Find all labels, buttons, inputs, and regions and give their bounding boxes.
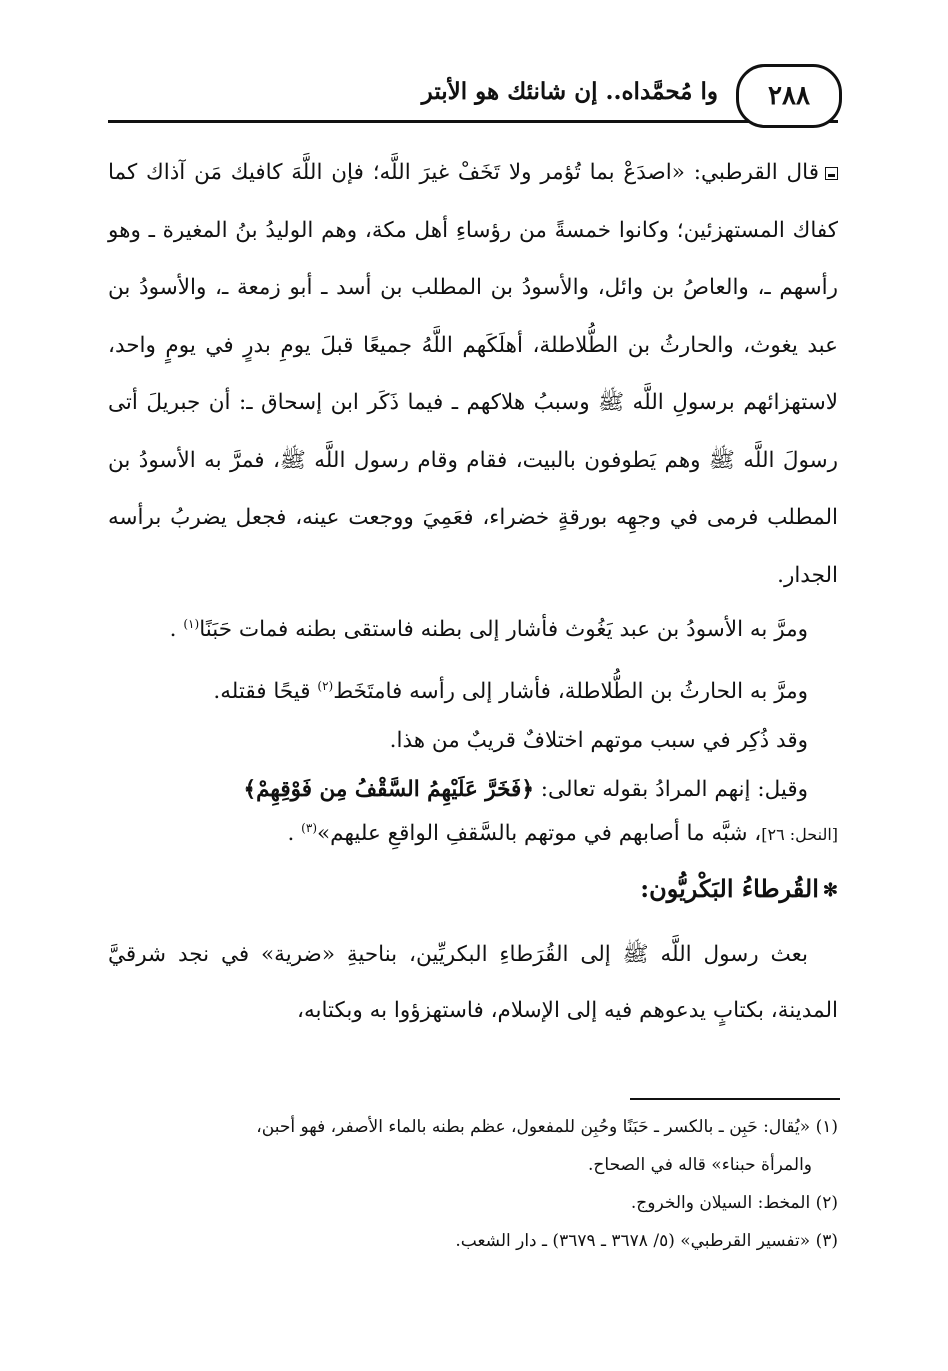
- paragraph-verse: [108, 768, 838, 857]
- footnote-number: (٢): [815, 1193, 838, 1213]
- paragraph-text: قال القرطبي: «اصدَعْ بما تُؤمر ولا تَخَفْ غيرَ اللَّه؛ فإن اللَّهَ كافيك مَن آذاك كما كفاك المستهزئين؛ وكانوا خمسةً من رؤساءِ أهل مكة، وهم الوليدُ بنُ المغيرة ـ وهو رأسهم ـ، والعاصُ بن وائل، والأسودُ بن المطلب بن أسد ـ أبو زمعة ـ، والأسودُ بن عبد يغوث، والحارثُ بن الطُّلاطلة، أهلَكَهم اللَّهُ جميعًا قبلَ يومِ بدرٍ في يومٍ واحد، لاستهزائهم برسولِ اللَّه ﷺ وسببُ هلاكهم ـ فيما ذَكَر ابن إسحاق ـ: أن جبريلَ أتى رسولَ اللَّه ﷺ وهم يَطوفون بالبيت، فقام وقام رسول اللَّه ﷺ، فمرَّ به الأسودُ بن المطلب فرمى في وجهِه بورقةٍ خضراء، فعَمِيَ ووجعت عينه، فجعل يضربُ برأسه الجدار.: [108, 160, 838, 588]
- paragraph-harith: [108, 666, 838, 718]
- footnote-number: (١): [815, 1117, 838, 1137]
- verse-line: [108, 768, 838, 812]
- paragraph-text: وقيل: إنهم المرادُ بقوله تعالى:: [540, 777, 808, 802]
- paragraph-aswad-abd-yaghuth: [108, 606, 838, 654]
- running-title: وا مُحمَّداه.. إن شانئك هو الأبتر: [421, 78, 718, 105]
- footnote-text: «يُقال: حَبِن ـ بالكسر ـ حَبَنًا وحُبِن للمفعول، عظم بطنه بالماء الأصفر، فهو أحبن،: [256, 1117, 811, 1137]
- footnote-1-continuation: والمرأة حبناء» قاله في الصحاح.: [588, 1155, 812, 1175]
- paragraph-text: ومرَّ به الحارثُ بن الطُّلاطلة، فأشار إلى رأسه فامتَخَط: [333, 679, 808, 704]
- footnotes: [108, 1108, 838, 1260]
- square-bullet-icon: [825, 167, 838, 180]
- body-text: [108, 144, 838, 1039]
- footnote-2: [108, 1184, 838, 1222]
- footnote-ref-2[interactable]: (٢): [317, 678, 334, 693]
- footnote-text: «تفسير القرطبي» (٥/ ٣٦٧٨ ـ ٣٦٧٩) ـ دار الشعب.: [455, 1231, 811, 1251]
- section-heading-text: القُرطاءُ البَكْريُّون:: [640, 874, 819, 903]
- footnote-3: [108, 1222, 838, 1260]
- page-number: ٢٨٨: [736, 64, 842, 128]
- header-rule: [108, 120, 838, 123]
- section-heading: [108, 861, 838, 919]
- footnote-ref-3[interactable]: (٣): [301, 820, 317, 835]
- paragraph-text: ، شبَّه ما أصابهم في موتهم بالسَّقفِ الواقعِ عليهم»: [317, 821, 762, 846]
- footnote-ref-1[interactable]: (١): [183, 616, 200, 631]
- punctuation: .: [287, 821, 295, 846]
- verse-line-2: [108, 812, 838, 857]
- footnote-text: المخط: السيلان والخروج.: [630, 1193, 811, 1213]
- asterisk-star-icon: ✻: [822, 879, 838, 901]
- paragraph-dispute-note: وقد ذُكِر في سبب موتهم اختلافٌ قريبٌ من هذا.: [389, 728, 808, 753]
- paragraph-qurtubi-quote: [108, 144, 838, 604]
- footnote-rule: [630, 1098, 840, 1100]
- quran-verse: ﴿فَخَرَّ عَلَيْهِمُ السَّقْفُ مِن فَوْقِهِمْ﴾: [243, 777, 534, 802]
- punctuation: .: [169, 617, 177, 642]
- paragraph-text: ومرَّ به الأسودُ بن عبد يَغُوث فأشار إلى بطنه فاستقى بطنه فمات حَبَنًا: [199, 617, 808, 642]
- footnote-1: [108, 1108, 838, 1146]
- paragraph-qurata: بعث رسول اللَّه ﷺ إلى القُرَطاءِ البكريِّين، بناحيةِ «ضرية» في نجد شرقيَّ المدينة، بكتابٍ يدعوهم فيه إلى الإسلام، فاستهزؤوا به وبكتابه،: [108, 941, 838, 1023]
- verse-citation: [النحل: ٢٦]: [761, 825, 838, 844]
- paragraph-text: قيحًا فقتله.: [213, 679, 311, 704]
- footnote-number: (٣): [815, 1231, 838, 1251]
- page-header: [108, 64, 838, 130]
